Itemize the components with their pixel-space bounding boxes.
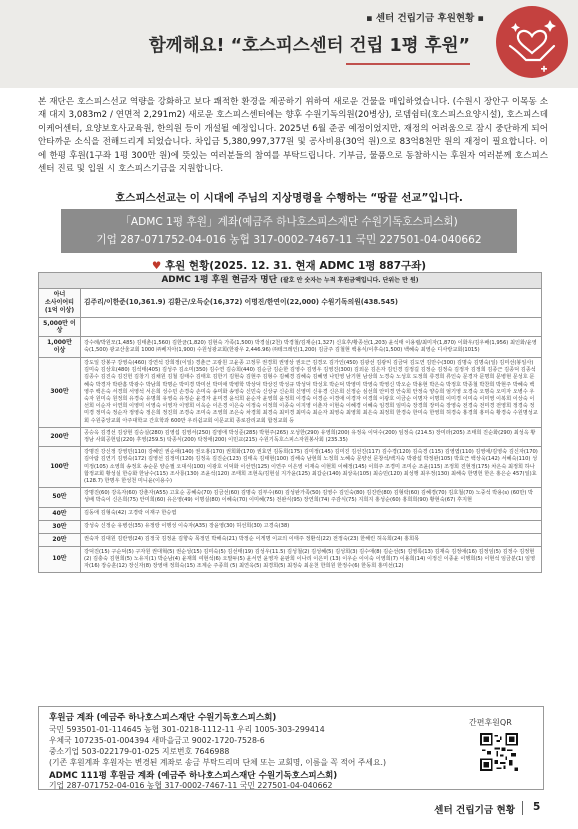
donor-names: 김동애 김형숙(42) 고경락 이재구 한승엽 [81,507,542,520]
headline-underline [346,63,470,65]
tier-label: 100만 [39,447,81,488]
donor-table [38,272,542,573]
account-note: (기존 후원계좌 후원자는 변경된 계좌로 송금 부탁드리며 단체 또는 교회명, 이름을 꼭 적어 주세요.) [49,758,386,767]
tier-label: 50만 [39,488,81,507]
table-row [39,318,542,337]
donor-names: 김주리/이한준(10,361.9) 김환근/오득순(16,372) 이명진/한연이(22,000) 수원기독의원(438.545) [81,289,542,318]
page-headline: 함께해요! “호스피스센터 건립 1평 후원” [148,36,470,56]
table-row [39,358,542,428]
status-title-text: 후원 현황(2025. 12. 31. 현재 ADMC 1평 887구좌) [164,260,427,272]
donor-names: 공승옥 김경선 김상현 김승실(280) 김영섭 김영서(250) 김영애 박성준(285) 박현주(265) 오성한(290) 유영희(200) 유정욱 이덕수(200) 임정숙 (214.5) 장미라(205) 조태희 진순화(290) 최성옥 황정남 사회공헌팀(220) 후영(259.5) 탁종식(200) 탁정애(200) 이민교(215) 수원기독호스피스자원봉사회 (235.35) [81,427,542,446]
donor-names [81,318,542,337]
tier-label: 300만 [39,358,81,428]
tier-label: 40만 [39,507,81,520]
donor-names: 강덕진(15) 구순덕(5) 구자원 권대혁(5) 권순성(15) 김미숙(5) 김선태(19) 김성우(11.5) 김성철(2) 김성혜(5) 김성희(3) 김수애(8) 김순선(5) 김영록(13) 김재숙 김정애(16) 김정임(5) 김정수 김정현(2) 김충숙 김현희(5) 노유지(1) 박순남(4) 윤재희 여현석(6) 오말두(5) 윤서연 윤영자 윤판희 이나리 이은미 (13) 이우순 이이숙 이영희(7) 이용희(14) 이정신 이종윤 이행희(5) 이현석 임금분(1) 임영자(16) 장승훈(12) 장신자(8) 장영애 정희숙(15) 조계순 주종희 (5) 최연옥(5) 최경희(5) 최정숙 최운천 한희원 한정수(6) 한동희 홍미선(12) [81,546,542,573]
accounts-title: 후원금 계좌 (예금주 하나호스피스재단 수원기독호스피스회) [49,713,277,723]
table-row [39,427,542,446]
status-title [0,258,578,273]
table-row [39,520,542,533]
account-line: 중소기업 503-022179-01-025 지로번호 7646988 [49,747,230,756]
table-row [39,488,542,507]
admc-account-line: 기업 287-071752-04-016 농협 317-0002-7467-11 국민 227501-04-040662 [49,781,333,790]
table-row [39,447,542,488]
account-line: 국민 593501-01-114645 농협 301-0218-1112-11 우리 1005-303-299414 [49,725,325,734]
page-footer [0,798,578,818]
qr-code-icon[interactable] [480,733,518,771]
tier-label: 5,000만 이상 [39,318,81,337]
tier-label: 30만 [39,520,81,533]
donor-names: 권숙자 김대원 김란영(24) 김정국 김정윤 김향숙 목정민 박해숙(21) 박정순 이게명 이교의 이태주 정환석(22) 전정숙(23) 한해린 허옥희(24) 홍희목 [81,533,542,546]
donor-names: 강명진(60) 강옥자(60) 강춘자(A55) 고효순 공혜숙(70) 김금선(60) 김명숙 김부수(60) 김성완가족(50) 김영수 김인숙(80) 김진란(80) 김형락(60) 김혜경(70) 김호철(70) 노중석 박용(s) (60만) 박성배 박숙이 신은희(75) 안미희(60) 유은영(49) 이명실(80) 이혜숙(70) 이미혜(75) 전완식(95) 장연희(74) 주감식(75) 지희지 홍성순(60) 홍희희(90) 황현숙(67) 후지현 [81,488,542,507]
tier-label: 아너 소사이어티 (1억 이상) [39,289,81,318]
tier-label: 1,000만 이상 [39,337,81,358]
donation-accounts-box [38,706,544,790]
tier-label: 10만 [39,546,81,573]
tier-label: 20만 [39,533,81,546]
table-title-note: (괄호 안 숫자는 누적 후원금액입니다. 단위는 만 원) [280,277,419,284]
donor-names: 강명진 강신정 강영민(110) 강혜인 권순애(140) 권오홍(170) 권희화(170) 권효연 김동희(175) 김미정(145) 김미진 김선진(117) 김수경(120) 김숙경 (115) 김영엽(110) 김영애/김영숙 김신자(170) 김아람 김연기 김영숙(172) 김영선 김정미(120) 김정욱 김진순(123) 김태욱 김태현(100) 김해숙 남현희 노정희 노혜숙 문양선 문창석/백지숙 박광섭 박정완(105) 박효근 백상욱(142) 서혜숙(110) 성미정(105) 소영희 송정호 송순문 양순필 오대식(100) 이광호 이덕화 이선연(125) 이연주 이은영 이재숙 이현희 이혜정(145) 이희주 조경미 조미순 조윤(115) 조정희 진현정(175) 차은숙 최정희 하나 합정교회 황성실 한승화 한남수(115) 조사룡(130) 조윤석(120) 조태희 조현욱/김현실 지가윤(125) 최갑순(140) 최상욱(105) 최승민(120) 최성행 최우정(130) 최해숙 한명헌 한은 홍은순 457(일)효(128.7) 한명우 한성천 미니윤(이용수) [81,447,542,488]
footer-divider [522,801,523,815]
table-title-text: ADMC 1평 후원 현금자 명단 [161,275,278,285]
table-row [39,337,542,358]
account-line-2: 기업 287-071752-04-016 농협 317-0002-7467-11 국민 227501-04-040662 [96,234,482,246]
admc-accounts-title: ADMC 111평 후원금 계좌 (예금주 하나호스피스재단 수원기독호스피스회) [49,771,338,781]
table-row [39,507,542,520]
slogan: 호스피스선교는 이 시대에 주님의 지상명령을 수행하는 “땅끝 선교”입니다. [115,192,463,204]
table-row [39,533,542,546]
donor-names: 강성숙 신정순 유병선(35) 유정랑 이행성 이숙자(A35) 장윤영(30) 허선희(30) 고경숙(38) [81,520,542,533]
qr-label: 간편후원QR [469,718,512,727]
donor-table-title [39,273,542,289]
donor-names: 강도일 강봉구 강영숙(460) 강연석 강희정(이일) 경춘근 고광원 고윤종 고정무 권경희 권영상 권오근 김경오 김가인(450) 김광선 김광익 김금덕 김도연 김만수(300) 김명숙 김명숙(일) 김미선(봉일사) 김미숙 김상호(480) 김석태(405) 김성주 김소미(350) 김수연 김승희(440) 김순금 김순한 김영수 김영우 김영진(300) 김외운 김은자 김인경 김정길 김정순 김정숙 김정자 김정희 김종근 김종덕 김종석 김종수 김진숙 김진헌 김창기 김채원 김철 김태수 김태호 김한기 김현숙 김현주 김형수 김혜경 김혜숙 김혜영 나민영 남기현 남상희 노경숙 노성호 도정희 류경희 류인숙 문경자 문명희 문병현 문성호 문혜숙 박경자 박관흠 박광수 박남희 박명순 박미경 박미선 박미애 박병학 박상덕 박상진 박성규 박성덕 박성호 박순덕 박영미 박영숙 박영신 박오순 박용현 박은숙 박정호 박종철 박찬희 박현주 박혜숙 백영주 백은숙 서경희 서영석 서은희 성수민 손경숙 손미숙 송미화 송영숙 신민숙 신상규 신순희 신영미 신유경 신은희 신정순 심선희 안미경 안숙희 안정숙 양승희 엄기영 오경숙 오명숙 오미자 오병수 우숙자 원미숙 원정희 유경숙 유명희 유영숙 유정순 윤경자 윤미경 윤석희 윤순자 윤영희 윤정희 이경숙 이경순 이경애 이경자 이경희 이광호 이금순 이명자 이명희 이미경 이미숙 이미영 이복희 이상숙 이선희 이순자 이연희 이영미 이영숙 이영자 이영희 이옥순 이은경 이은숙 이정숙 이정희 이종숙 이지영 이춘자 이현숙 이혜경 이혜숙 임경희 임미숙 장경희 장미숙 장영숙 전경숙 전미경 전영희 정경숙 정미경 정미숙 정순자 정영숙 정은희 정진희 조경숙 조미숙 조영희 조은숙 차경희 최경숙 최미경 최미숙 최순자 최영숙 최영희 최은숙 최정희 한경숙 한미숙 한영희 허경숙 홍경희 홍미숙 황경숙 수원명성교회 수원중앙교회 아주대학교 간호학과 600만 우리쉼교회 이문교회 종로감리교회 합정교회 등 [81,358,542,428]
section-badge: ▪ 센터 건립기금 후원현황 ▪ [366,13,484,24]
intro-paragraph: 본 재단은 호스피스선교 역량을 강화하고 보다 쾌적한 환경을 제공하기 위하여 새로운 건물을 매입하였습니다. (수원시 장안구 이목동 소재 대지 3,083m2 / 연면적 2,291m2) 새로운 호스피스센터에는 향후 수원기독의원(20병상), 로뎀쉼터(호스피스요양시설), 호스피스데이케어센터, 요양보호사교육원, 한의원 등이 개설될 예정입니다. 2025년 6월 준공 예정이었지만, 재정의 어려움으로 잠시 중단하게 되어 안타까운 소식을 전해드리게 되었습니다. 차입금 5,380,997,377원 및 공사비용(30억 원)으로 83억8천만 원의 재정이 필요합니다. 이에 한평 후원(1구좌 1평 300만 원)에 뜻있는 여러분들의 참여를 부탁드립니다. 기부금, 물품으로 동참하시는 후원자 여러분께 호스피스센터 진료 및 입원 시 호스피스기금을 지원합니다. [38,97,548,175]
footer-title: 센터 건립기금 현황 [434,805,515,816]
page-number: 5 [533,801,541,813]
account-line-1: 「ADMC 1평 후원」계좌(예금주 하나호스피스재단 수원기독호스피스회) [120,216,458,228]
account-line: 우체국 107235-01-004394 새마을금고 9002-1720-7528-6 [49,736,265,745]
donor-names: 강수례/박원모(1,485) 김태춘(1,560) 김한균(1,820) 김현숙 가족(1,500) 박경실(2천) 박경철/김재순(1,327) 신효후/황종선(1,203) 윤석태 이용렬/최미자(1,870) 이화우/김우배(1,956) 최인화/윤영숙(1,500) 광교산울교회 1000 ㈜베지아(1,900) 수원성광교회(한광우 2,446.96) ㈜테크레인(1,200) 김금주 김철현 백용식/이후숙(1,500) 백혜숙 최영순 디사랑교회(1015) [81,337,542,358]
hands-heart-logo-icon [496,6,568,78]
table-row [39,546,542,573]
table-row [39,289,542,318]
tier-label: 200만 [39,427,81,446]
heart-icon: ♥ [151,260,162,272]
admc-account-box [61,209,517,253]
